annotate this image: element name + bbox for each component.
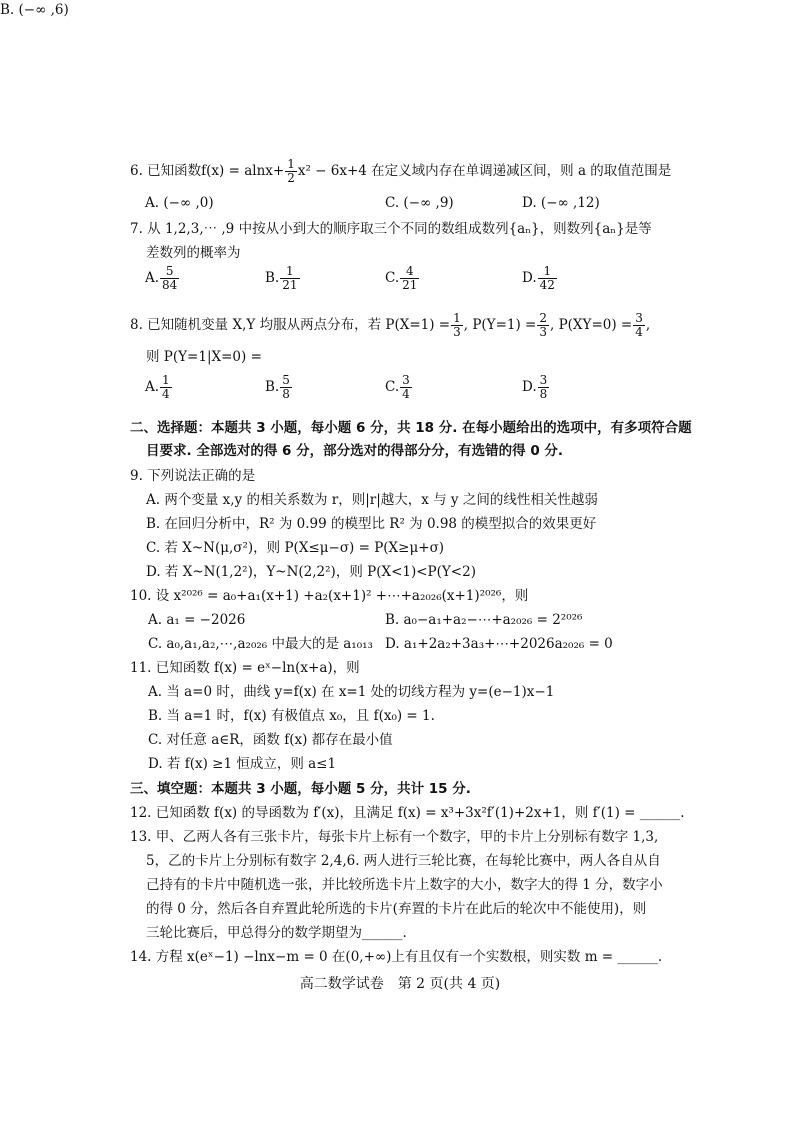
- q10-option-b: B. a₀−a₁+a₂−⋯+a₂₀₂₆ = 2²⁰²⁶: [385, 612, 583, 628]
- q6-stem-text: 6. 已知函数f(x) = alnx+: [130, 163, 285, 179]
- q6-option-c: C. (−∞ ,9): [385, 195, 454, 211]
- question-7-stem-line2: 差数列的概率为: [146, 245, 241, 261]
- question-13-line5: 三轮比赛后，甲总得分的数学期望为______.: [146, 925, 407, 941]
- q10-option-c: C. a₀,a₁,a₂,⋯,a₂₀₂₆ 中最大的是 a₁₀₁₃: [148, 636, 373, 652]
- question-11-stem: 11. 已知函数 f(x) = eˣ−ln(x+a)，则: [130, 660, 360, 676]
- question-7-stem-line1: 7. 从 1,2,3,⋯ ,9 中按从小到大的顺序取三个不同的数组成数列{aₙ}，则数列{aₙ}是等: [130, 221, 652, 237]
- q7-option-a: A. $\frac{5}{84}$: [145, 264, 178, 292]
- q8-option-a: A. $\frac{1}{4}$: [145, 373, 170, 401]
- q6-option-b: B. (−∞ ,6): [0, 2, 69, 18]
- q8-option-b: B. $\frac{5}{8}$: [265, 373, 290, 401]
- q10-option-a: A. a₁ = −2026: [148, 612, 246, 628]
- question-9-stem: 9. 下列说法正确的是: [130, 468, 256, 484]
- question-13-line4: 的得 0 分，然后各自弃置此轮所选的卡片(弃置的卡片在此后的轮次中不能使用)，则: [146, 901, 647, 917]
- q9-option-b: B. 在回归分析中，R² 为 0.99 的模型比 R² 为 0.98 的模型拟合的效果更好: [146, 516, 597, 532]
- q8-option-c: C. $\frac{3}{4}$: [385, 373, 410, 401]
- q9-option-c: C. 若 X~N(μ,σ²)，则 P(X≤μ−σ) = P(X≥μ+σ): [146, 540, 445, 556]
- section-2-heading-line2: 目要求. 全部选对的得 6 分，部分选对的得部分分，有选错的得 0 分.: [146, 443, 564, 459]
- q7-option-c: C. $\frac{4}{21}$: [385, 264, 418, 292]
- question-8-stem-line2: 则 P(Y=1|X=0) =: [146, 349, 262, 365]
- question-6-stem: [130, 158, 671, 185]
- question-10-stem: 10. 设 x²⁰²⁶ = a₀+a₁(x+1) +a₂(x+1)² +⋯+a₂₀₂₆(x+1)²⁰²⁶，则: [130, 588, 529, 604]
- question-13-line2: 5，乙的卡片上分别标有数字 2,4,6. 两人进行三轮比赛，在每轮比赛中，两人各自从自: [146, 853, 661, 869]
- q8-option-d: D. $\frac{3}{8}$: [522, 373, 548, 401]
- q6-stem-rest: x² − 6x+4 在定义域内存在单调递减区间，则 a 的取值范围是: [297, 163, 672, 179]
- question-13-line1: 13. 甲、乙两人各有三张卡片，每张卡片上标有一个数字，甲的卡片上分别标有数字 1,3,: [130, 829, 659, 845]
- q7-option-d: D. $\frac{1}{42}$: [522, 264, 555, 292]
- question-13-line3: 己持有的卡片中随机选一张，并比较所选卡片上数字的大小，数字大的得 1 分，数字小: [146, 877, 663, 893]
- section-3-heading: 三、填空题：本题共 3 小题，每小题 5 分，共计 15 分.: [130, 781, 471, 797]
- q11-option-d: D. 若 f(x) ≥1 恒成立，则 a≤1: [148, 756, 337, 772]
- q9-option-d: D. 若 X~N(1,2²)，Y~N(2,2²)，则 P(X<1)<P(Y<2): [146, 564, 476, 580]
- q10-option-d: D. a₁+2a₂+3a₃+⋯+2026a₂₀₂₆ = 0: [385, 636, 613, 652]
- page-footer: 高二数学试卷 第 2 页(共 4 页): [299, 976, 501, 992]
- question-8-stem-line1: 8. 已知随机变量 X,Y 均服从两点分布，若 P(X=1) = $\frac{1}{3}$ , P(Y=1) = $\frac{2}{3}$ , P(XY=0) = $\frac{3}{4}$ ,: [130, 311, 651, 339]
- q9-option-a: A. 两个变量 x,y 的相关系数为 r，则|r|越大，x 与 y 之间的线性相关性越弱: [146, 492, 598, 508]
- section-2-heading-line1: 二、选择题：本题共 3 小题，每小题 6 分，共 18 分. 在每小题给出的选项中，有多项符合题: [130, 420, 692, 436]
- question-12-stem: 12. 已知函数 f(x) 的导函数为 f′(x)，且满足 f(x) = x³+3x²f′(1)+2x+1，则 f′(1) = ______.: [130, 805, 685, 821]
- q6-fraction: $\frac{1}{2}$: [287, 157, 295, 185]
- q6-option-a: A. (−∞ ,0): [145, 195, 214, 211]
- q7-option-b: B. $\frac{1}{21}$: [265, 264, 298, 292]
- q6-option-d: D. (−∞ ,12): [522, 195, 600, 211]
- question-14-stem: 14. 方程 x(eˣ−1) −lnx−m = 0 在(0,+∞)上有且仅有一个实数根，则实数 m = ______.: [130, 949, 663, 965]
- q11-option-a: A. 当 a=0 时，曲线 y=f(x) 在 x=1 处的切线方程为 y=(e−1)x−1: [148, 684, 555, 700]
- q11-option-b: B. 当 a=1 时，f(x) 有极值点 x₀，且 f(x₀) = 1.: [148, 708, 435, 724]
- q11-option-c: C. 对任意 a∈R，函数 f(x) 都存在最小值: [148, 732, 393, 748]
